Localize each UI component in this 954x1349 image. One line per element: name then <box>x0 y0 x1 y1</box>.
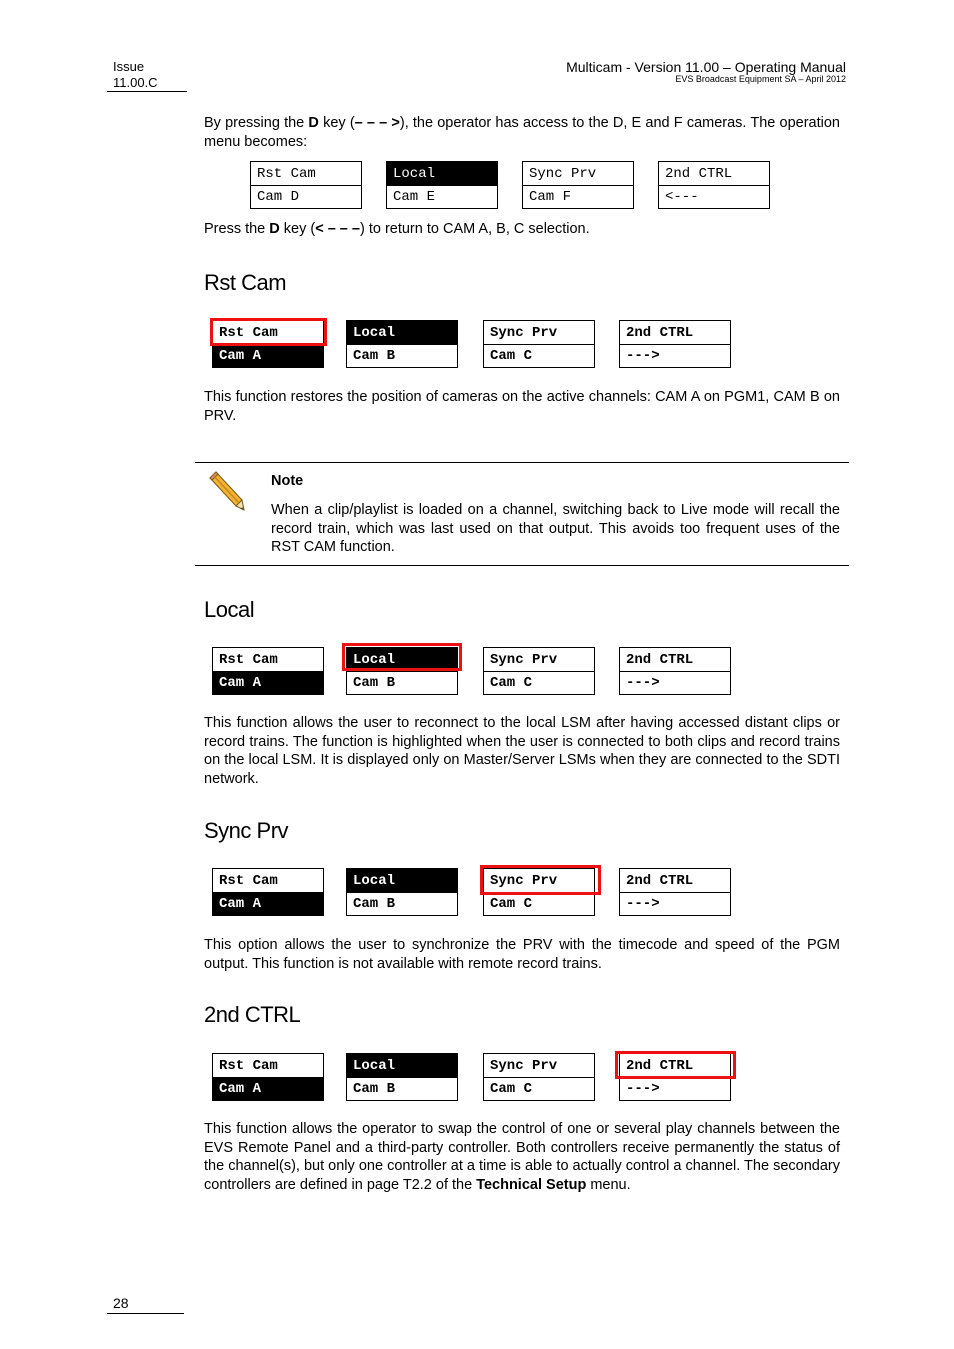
cell-label: Rst Cam <box>213 1054 323 1078</box>
local-description: This function allows the user to reconnect to the local LSM after having accessed distant clips or record trains. The function is highlighted when the user is connected to both clips and record trains on the local LSM. It is displayed only on Master/Server LSMs when they are connected to the SDTI network. <box>204 715 840 787</box>
cell-label: Cam A <box>213 672 323 694</box>
rst-cam-button[interactable] <box>212 1053 324 1101</box>
note-top-rule <box>195 462 849 463</box>
cell-label: Sync Prv <box>484 321 594 345</box>
cell-label: ---> <box>626 896 660 912</box>
cell-label: Cam B <box>353 896 396 912</box>
rst-cam-button[interactable] <box>212 647 324 695</box>
cell-label: Local <box>347 869 457 893</box>
cell-label: ---> <box>626 675 660 691</box>
key-d: D <box>308 115 319 131</box>
sync-prv-button[interactable] <box>483 647 595 695</box>
2nd-ctrl-description: This function allows the operator to swap the control of one or several play channels between the EVS Remote Panel and a third-party controller. Both controllers receive permanently the status of the channel(s), but only one controller at a time is able to actually control a channel. The secondary controllers are defined in page T2.2 of the Technical Setup menu. <box>204 1121 840 1193</box>
cell-label: 2nd CTRL <box>620 869 730 893</box>
section-heading-2nd-ctrl: 2nd CTRL <box>204 1002 301 1027</box>
return-paragraph: Press the D key (< – – –) to return to CAM A, B, C selection. <box>204 221 590 237</box>
cell-label: Local <box>347 1054 457 1078</box>
cell-label: Sync Prv <box>484 1054 594 1078</box>
2nd-ctrl-button[interactable] <box>619 647 731 695</box>
cell-label: Cam A <box>213 893 323 915</box>
cell-label: Cam B <box>353 1081 396 1097</box>
cell-label: Cam C <box>490 675 533 691</box>
cell-label: <--- <box>665 189 699 205</box>
rst-cam-button[interactable] <box>250 161 362 209</box>
section-heading-rst-cam: Rst Cam <box>204 270 287 295</box>
cell-label: Cam B <box>353 348 396 364</box>
operation-menu-abc <box>0 868 954 916</box>
cell-label: Cam A <box>213 345 323 367</box>
cell-label: Rst Cam <box>213 321 323 345</box>
local-button[interactable] <box>346 320 458 368</box>
cell-label: Sync Prv <box>523 162 633 186</box>
rst-cam-button[interactable] <box>212 868 324 916</box>
operation-menu-abc <box>0 320 954 368</box>
cell-label: Local <box>387 162 497 186</box>
operation-menu-abc <box>0 647 954 695</box>
sync-prv-button[interactable] <box>483 1053 595 1101</box>
cell-label: Sync Prv <box>484 869 594 893</box>
cell-label: Cam C <box>490 896 533 912</box>
highlight-frame <box>342 643 462 671</box>
cell-label: Rst Cam <box>213 648 323 672</box>
cell-label: Sync Prv <box>484 648 594 672</box>
page-number: 28 <box>113 1295 129 1311</box>
cell-label: Cam C <box>490 1081 533 1097</box>
note-text: When a clip/playlist is loaded on a channel, switching back to Live mode will recall the record train, which was last used on that output. This avoids too frequent uses of the RST CAM function. <box>271 502 840 556</box>
operation-menu-abc <box>0 1053 954 1101</box>
forward-arrow: – – – > <box>354 115 400 131</box>
cell-label: Cam F <box>529 189 572 205</box>
cell-label: Cam B <box>353 675 396 691</box>
cell-label: 2nd CTRL <box>620 648 730 672</box>
cell-label: Cam D <box>257 189 300 205</box>
section-heading-local: Local <box>204 597 255 622</box>
header-divider <box>107 91 187 92</box>
local-button[interactable] <box>346 868 458 916</box>
sync-prv-button[interactable] <box>483 320 595 368</box>
cell-label: Rst Cam <box>213 869 323 893</box>
section-heading-sync-prv: Sync Prv <box>204 818 289 843</box>
highlight-frame <box>615 1051 736 1079</box>
operation-menu-def <box>0 161 954 209</box>
highlight-frame <box>210 318 327 346</box>
issue-number: 11.00.C <box>113 75 158 90</box>
technical-setup-term: Technical Setup <box>476 1176 587 1193</box>
sync-prv-button[interactable] <box>522 161 634 209</box>
issue-label: Issue <box>113 59 145 74</box>
pencil-icon <box>204 470 248 514</box>
document-title: Multicam - Version 11.00 – Operating Manual <box>566 59 846 75</box>
cell-label: ---> <box>626 348 660 364</box>
2nd-ctrl-button[interactable] <box>658 161 770 209</box>
note-title: Note <box>271 473 304 489</box>
cell-label: 2nd CTRL <box>659 162 769 186</box>
sync-prv-description: This option allows the user to synchronize the PRV with the timecode and speed of the PGM output. This function is not available with remote record trains. <box>204 937 840 972</box>
back-arrow: < – – – <box>315 221 360 237</box>
cell-label: 2nd CTRL <box>620 321 730 345</box>
cell-label: Local <box>347 321 457 345</box>
cell-label: 2nd CTRL <box>620 1054 730 1078</box>
intro-paragraph: By pressing the D key (– – – >), the operator has access to the D, E and F cameras. The operation menu becomes: <box>204 115 840 150</box>
note-bottom-rule <box>195 565 849 566</box>
2nd-ctrl-button[interactable] <box>619 868 731 916</box>
cell-label: Cam A <box>213 1078 323 1100</box>
highlight-frame <box>480 865 601 895</box>
2nd-ctrl-button[interactable] <box>619 320 731 368</box>
cell-label: Cam E <box>393 189 436 205</box>
footer-divider <box>107 1313 184 1314</box>
cell-label: Cam C <box>490 348 533 364</box>
rst-cam-description: This function restores the position of cameras on the active channels: CAM A on PGM1, CAM B on PRV. <box>204 389 840 424</box>
document-subtitle: EVS Broadcast Equipment SA – April 2012 <box>675 74 846 84</box>
cell-label: ---> <box>626 1081 660 1097</box>
local-button[interactable] <box>346 1053 458 1101</box>
cell-label: Local <box>347 648 457 672</box>
cell-label: Rst Cam <box>251 162 361 186</box>
key-d: D <box>269 221 280 237</box>
local-button[interactable] <box>386 161 498 209</box>
